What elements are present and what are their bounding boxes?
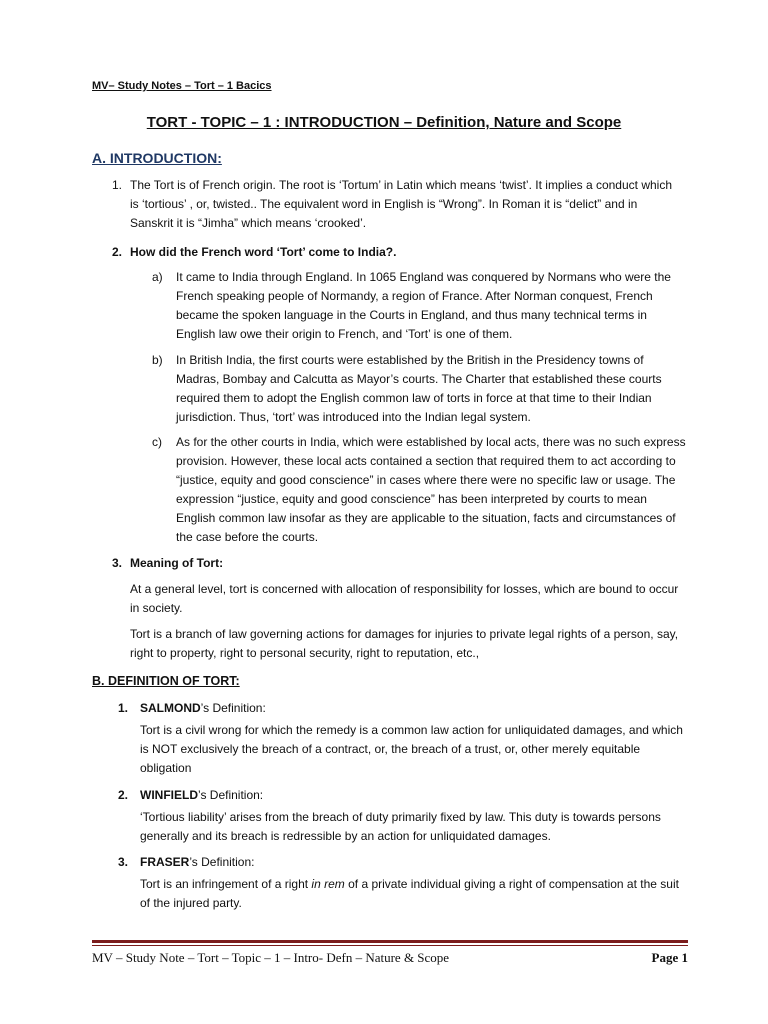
definition-3-suffix: ’s Definition:	[189, 855, 255, 869]
item-2b-label: b)	[152, 353, 163, 367]
footer-text: MV – Study Note – Tort – Topic – 1 – Intro- Defn – Nature & Scope	[92, 950, 450, 965]
definition-1-number: 1.	[118, 701, 129, 715]
item-1-text: The Tort is of French origin. The root is ‘Tortum’ in Latin which means ‘twist’. It implies a conduct which is ‘tortious’ , or, twisted.. The equivalent word in English is “Wrong”. In Roman it is “delict” and in Sanskrit it is “Jimha” which means ‘crooked’.	[130, 178, 672, 230]
definition-1-heading	[140, 699, 266, 718]
item-2b-text: In British India, the first courts were established by the British in the Presidency towns of Madras, Bombay and Calcutta as Mayor’s courts. The Charter that established these courts required them to adopt the English common law of torts in force at that time to their Indian jurisdiction. Thus, ‘tort’ was introduced into the Indian legal system.	[176, 353, 662, 424]
definition-3-text-latin: in rem	[311, 877, 345, 891]
definition-2-heading	[140, 786, 263, 805]
definition-1-suffix: ’s Definition:	[200, 701, 266, 715]
item-2-number: 2.	[112, 245, 123, 259]
footer-rule-thin	[92, 945, 688, 946]
definition-2-suffix: ’s Definition:	[198, 788, 264, 802]
definition-3-text-before: Tort is an infringement of a right	[140, 877, 312, 891]
item-1-number: 1.	[112, 178, 123, 192]
item-3-heading: Meaning of Tort:	[130, 556, 224, 570]
item-3-paragraph-1: At a general level, tort is concerned with allocation of responsibility for losses, which are bound to occur in society.	[130, 582, 679, 615]
page-title: TORT - TOPIC – 1 : INTRODUCTION – Definition, Nature and Scope	[146, 114, 622, 131]
definition-2-text: ‘Tortious liability’ arises from the breach of duty primarily fixed by law. This duty is towards persons generally and its breach is redressible by an action for unliquidated damages.	[140, 810, 661, 843]
item-2a-label: a)	[152, 270, 163, 284]
item-2a-text: It came to India through England. In 1065 England was conquered by Normans who were the French speaking people of Normandy, a region of France. After Norman conquest, French became the spoken language in the Courts in England, and thus many technical terms in English law owe their origin to French, and ‘Tort’ is one of them.	[176, 270, 671, 341]
item-3-paragraph-2: Tort is a branch of law governing actions for damages for injuries to private legal rights of a person, say, right to property, right to personal security, right to reputation, etc.,	[130, 627, 679, 660]
footer-rule-thick	[92, 940, 688, 943]
definition-3-heading	[140, 853, 255, 872]
item-2c-label: c)	[152, 435, 162, 449]
item-2c-text: As for the other courts in India, which were established by local acts, there was no such express provision. However, these local acts contained a section that required them to act according to “justice, equity and good conscience” in cases where there were no specific law or usage. The expression “justice, equity and good conscience” has been interpreted by courts to mean English common law insofar as they are applicable to the situation, facts and circumstances of the case before the courts.	[176, 435, 686, 544]
definition-3-text-after: of a private individual giving a right of compensation at the suit of the injured party.	[140, 877, 679, 910]
definition-3-text	[140, 875, 688, 913]
definition-1-text: Tort is a civil wrong for which the remedy is a common law action for unliquidated damages, and which is NOT exclusively the breach of a contract, or, the breach of a trust, or, other merely equitable obligation	[140, 723, 683, 775]
running-header: MV– Study Notes – Tort – 1 Bacics	[92, 80, 272, 92]
section-b-heading: B. DEFINITION OF TORT:	[92, 674, 240, 688]
item-3-number: 3.	[112, 556, 123, 570]
section-a-heading: A. INTRODUCTION:	[92, 150, 222, 166]
definition-3-number: 3.	[118, 855, 129, 869]
definition-3-name: FRASER	[140, 855, 190, 869]
page-number: Page 1	[651, 950, 688, 965]
item-2-heading: How did the French word ‘Tort’ come to India?.	[130, 245, 397, 259]
definition-2-name: WINFIELD	[140, 788, 198, 802]
definition-2-number: 2.	[118, 788, 129, 802]
definition-1-name: SALMOND	[140, 701, 201, 715]
